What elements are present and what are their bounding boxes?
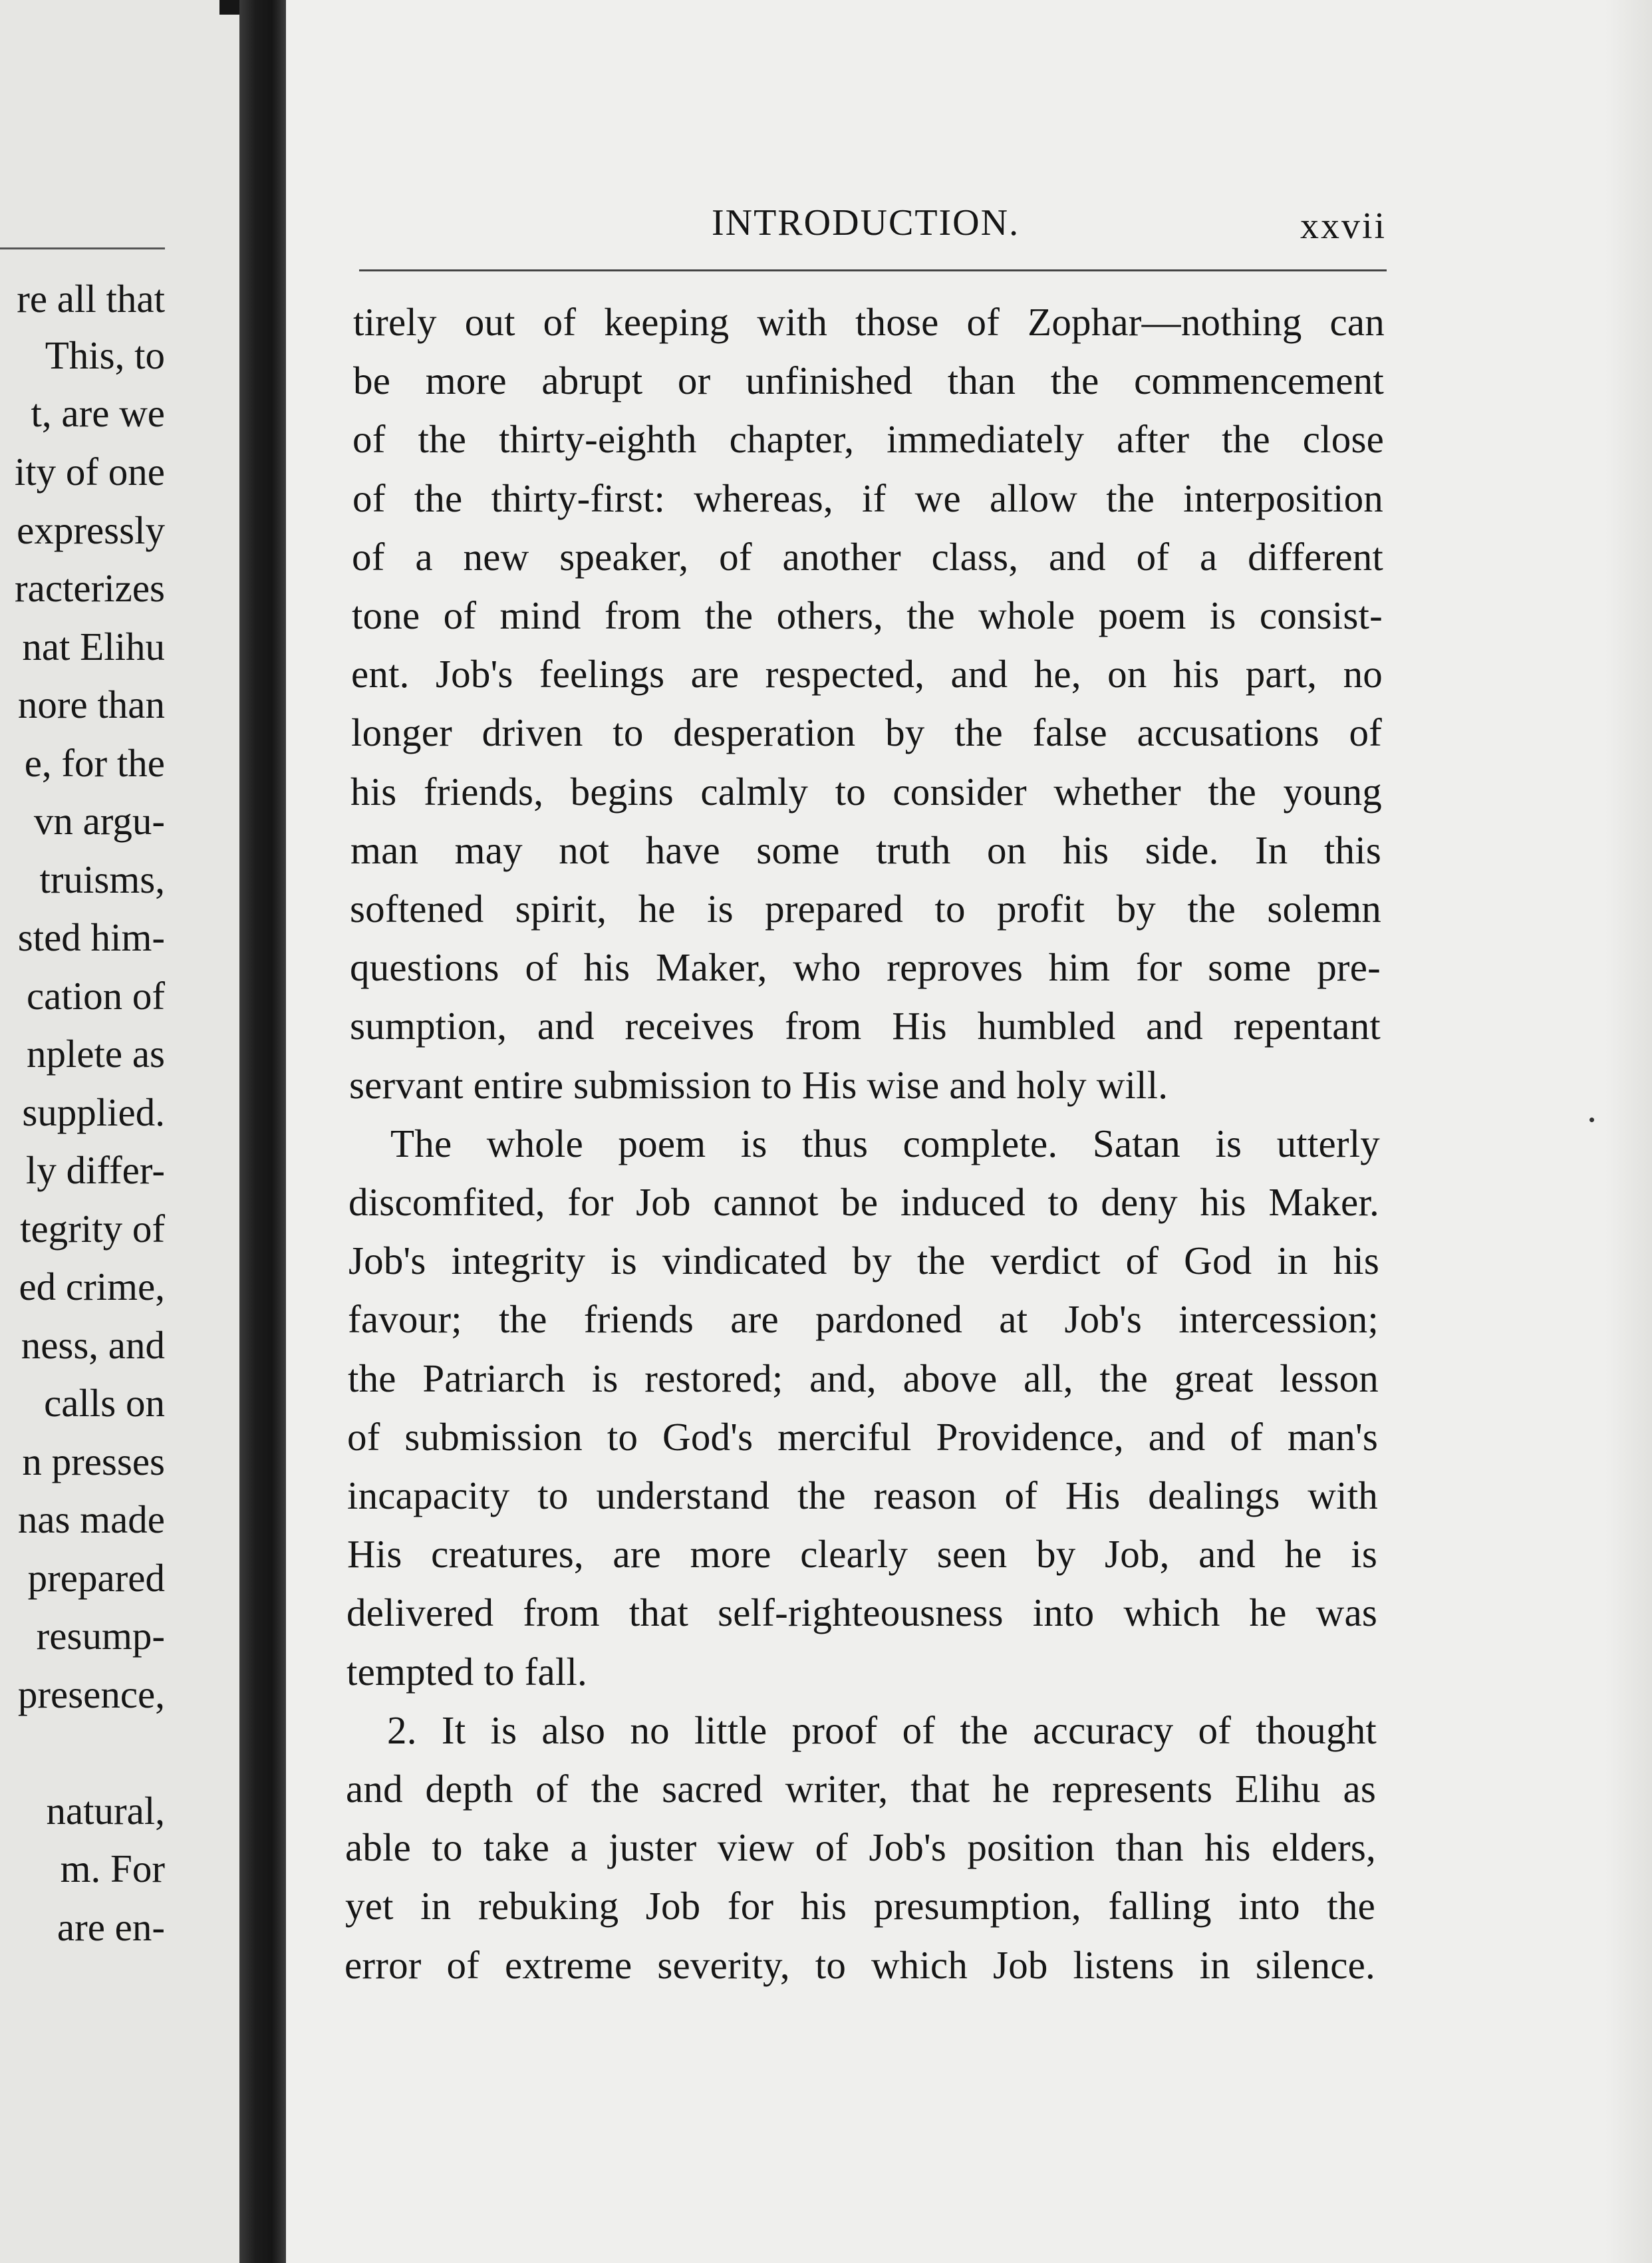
facing-page-line: nore than (17, 682, 165, 726)
body-line: The whole poem is thus complete. Satan is utterly (390, 1122, 1380, 1165)
facing-page-line: n presses (22, 1439, 165, 1483)
paper-speck (1589, 1118, 1594, 1122)
facing-page-header-rule (0, 247, 165, 249)
facing-page-line: are en- (57, 1905, 165, 1949)
body-line: of the thirty-first: whereas, if we allow the interposition (352, 476, 1383, 520)
body-line: longer driven to desperation by the false accusations of (351, 710, 1382, 754)
body-line: softened spirit, he is prepared to profit by the solemn (350, 887, 1381, 931)
body-line: Job's integrity is vindicated by the verdict of God in his (348, 1239, 1379, 1282)
body-line: tone of mind from the others, the whole poem is consist- (352, 593, 1383, 637)
body-line: man may not have some truth on his side. In this (350, 828, 1381, 872)
body-line: questions of his Maker, who reproves him for some pre- (350, 945, 1381, 989)
running-head: INTRODUCTION. (712, 202, 1020, 243)
facing-page-line: nplete as (26, 1032, 165, 1076)
body-line: ent. Job's feelings are respected, and he, on his part, no (351, 652, 1383, 696)
facing-page-line: truisms, (39, 857, 165, 901)
facing-page-line: supplied. (22, 1090, 165, 1134)
facing-page-line: tegrity of (20, 1207, 165, 1251)
body-line: sumption, and receives from His humbled and repentant (350, 1004, 1381, 1048)
body-line: error of extreme severity, to which Job listens in silence. (344, 1943, 1375, 1987)
facing-page-line: re all that (17, 277, 165, 321)
facing-page-line: ly differ- (25, 1148, 165, 1192)
body-line: servant entire submission to His wise and holy will. (349, 1063, 1169, 1107)
body-line: incapacity to understand the reason of His dealings with (347, 1473, 1378, 1517)
facing-page-line: m. For (60, 1847, 165, 1890)
facing-page-line: calls on (44, 1381, 165, 1425)
facing-page-line: natural, (46, 1789, 165, 1833)
facing-page-line: expressly (17, 508, 165, 552)
body-line: yet in rebuking Job for his presumption, falling into the (345, 1884, 1375, 1928)
body-line: of the thirty-eighth chapter, immediately after the close (352, 417, 1384, 461)
header-rule (359, 269, 1387, 271)
facing-page-line: sted him- (17, 915, 165, 959)
body-line: tirely out of keeping with those of Zophar—nothing can (353, 300, 1385, 344)
body-line: able to take a juster view of Job's position than his elders, (345, 1825, 1376, 1869)
facing-page-line: nas made (17, 1497, 165, 1541)
facing-page-line: e, for the (24, 741, 165, 785)
body-line: His creatures, are more clearly seen by Job, and he is (347, 1532, 1377, 1576)
body-line: be more abrupt or unfinished than the commencement (353, 359, 1384, 402)
facing-page-line: prepared (27, 1556, 165, 1600)
page-number: xxvii (1300, 206, 1387, 247)
body-line: favour; the friends are pardoned at Job's intercession; (348, 1297, 1379, 1341)
facing-page-line: ness, and (21, 1323, 165, 1367)
facing-page-line: ed crime, (19, 1265, 165, 1308)
body-line: discomfited, for Job cannot be induced to deny his Maker. (348, 1180, 1379, 1224)
facing-page (0, 0, 239, 2263)
facing-page-line: presence, (17, 1672, 165, 1716)
facing-page-line: ity of one (14, 450, 165, 494)
facing-page-line: racterizes (15, 566, 165, 610)
facing-page-line: cation of (26, 974, 165, 1018)
body-line: of submission to God's merciful Providence, and of man's (347, 1415, 1378, 1459)
facing-page-line: vn argu- (33, 799, 165, 843)
facing-page-line: This, to (45, 333, 165, 377)
body-line: his friends, begins calmly to consider whether the young (350, 770, 1382, 814)
facing-page-line: nat Elihu (22, 625, 165, 669)
body-line: 2. It is also no little proof of the accuracy of thought (387, 1708, 1377, 1752)
body-line: tempted to fall. (346, 1650, 588, 1694)
body-line: delivered from that self-righteousness into which he was (346, 1590, 1377, 1634)
book-gutter (239, 0, 286, 2263)
facing-page-line: resump- (36, 1614, 165, 1658)
body-line: and depth of the sacred writer, that he represents Elihu as (346, 1767, 1376, 1811)
body-line: of a new speaker, of another class, and of a different (352, 535, 1383, 579)
page-edge-shade (1605, 0, 1652, 2263)
facing-page-line: t, are we (31, 391, 165, 435)
body-line: the Patriarch is restored; and, above all, the great lesson (348, 1356, 1379, 1400)
